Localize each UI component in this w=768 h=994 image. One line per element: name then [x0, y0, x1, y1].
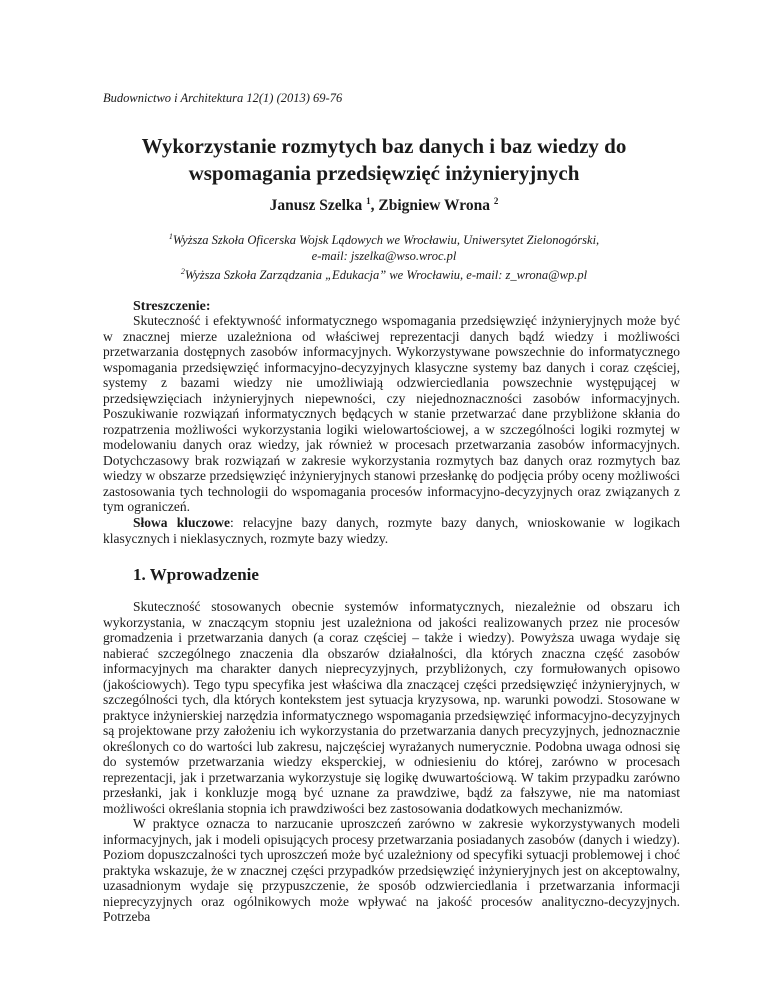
affiliation-email: e-mail: jszelka@wso.wroc.pl [311, 249, 457, 263]
keywords-text: : relacyjne bazy danych, rozmyte bazy danych, wnioskowanie w logikach klasycznych i nieklasycznych, rozmyte bazy wiedzy. [103, 515, 681, 546]
author-name: Zbigniew Wrona [378, 197, 490, 214]
body-paragraph: W praktyce oznacza to narzucanie uproszczeń zarówno w zakresie wykorzystywanych modeli informacyjnych, jak i modeli opisujących procesy przetwarzania posiadanych zasobów (danych i wiedzy). Poziom dopuszczalności tych uproszczeń może być uzależniony od specyfiki sytuacji problemowej i choć praktyka wskazuje, że w znacznej części przypadków przedsięwzięć inżynieryjnych jest on akceptowalny, uzasadnionym wydaje się przypuszczenie, że sposób odzwierciedlania i przetwarzania informacji nieprecyzyjnych oraz ogólnikowych może wpływać na jakość procesów analityczno-decyzyjnych. Potrzeba [103, 816, 680, 924]
keywords [103, 515, 680, 546]
abstract-body [103, 313, 680, 515]
author-name: Janusz Szelka [269, 197, 363, 214]
affiliation-2 [100, 264, 668, 283]
affiliation-1 [100, 229, 668, 264]
author-affiliation-mark: 2 [493, 196, 499, 206]
affiliation-text: Wyższa Szkoła Zarządzania „Edukacja” we Wrocławiu, e-mail: z_wrona@wp.pl [184, 268, 588, 282]
paper-title: Wykorzystanie rozmytych baz danych i baz wiedzy do wspomagania przedsięwzięć inżynieryjnych [141, 134, 627, 185]
author-separator: , [370, 197, 379, 214]
section-heading: 1. Wprowadzenie [133, 565, 259, 584]
author-line [100, 196, 668, 215]
journal-reference: Budownictwo i Architektura 12(1) (2013) 69-76 [103, 91, 343, 105]
keywords-label: Słowa kluczowe [133, 515, 230, 530]
author-affiliation-mark: 1 [366, 196, 371, 206]
affiliation-text: Wyższa Szkoła Oficerska Wojsk Lądowych we Wrocławiu, Uniwersytet Zielonogórski, [172, 233, 600, 247]
affiliation-mark: 2 [180, 267, 185, 276]
abstract-paragraph: Skuteczność i efektywność informatycznego wspomagania przedsięwzięć inżynieryjnych może być w znacznej mierze uzależniona od właściwej reprezentacji danych bądź wiedzy i możliwości przetwarzania dostępnych zasobów informacyjnych. Wykorzystywane powszechnie do informatycznego wspomagania przedsięwzięć informacyjno-decyzyjnych klasyczne systemy baz danych i coraz częściej, systemy z bazami wiedzy nie umożliwiają odzwierciedlania powszechnie występującej w przedsięwzięciach inżynieryjnych niepewności, czy niejednoznaczności zasobów informacyjnych. Poszukiwanie rozwiązań informatycznych będących w stanie przetwarzać dane przybliżone skłania do rozpatrzenia możliwości wykorzystania logiki wielowartościowej, a w szczególności logiki rozmytej w modelowaniu danych oraz wiedzy, jak również w procesach przetwarzania zasobów informacyjnych. Dotychczasowy brak rozwiązań w zakresie wykorzystania rozmytych baz danych oraz rozmytych baz wiedzy w obszarze przedsięwzięć inżynieryjnych stanowi przesłankę do podjęcia próby oceny możliwości zastosowania tych technologii do wspomagania procesów informacyjno-decyzyjnych oraz związanych z tym ograniczeń. [103, 313, 680, 514]
body-paragraph: Skuteczność stosowanych obecnie systemów informatycznych, niezależnie od obszaru ich wykorzystania, w znaczącym stopniu jest uzależniona od jakości realizowanych przez nie procesów gromadzenia i przetwarzania danych (a coraz częściej – także i wiedzy). Powyższa uwaga wydaje się nabierać szczególnego znaczenia dla obszarów działalności, dla których znaczna część zasobów informacyjnych ma charakter danych nieprecyzyjnych, przybliżonych, czy formułowanych opisowo (jakościowych). Tego typu specyfika jest właściwa dla znaczącej części przedsięwzięć inżynieryjnych, w szczególności tych, dla których kontekstem jest sytuacja kryzysowa, np. warunki powodzi. Stosowane w praktyce inżynierskiej narzędzia informatycznego wspomagania przedsięwzięć informacyjno-decyzyjnych są projektowane przy założeniu ich wykorzystania do przetwarzania danych precyzyjnych, jednoznacznie określonych co do wartości lub zakresu, najczęściej wyrażanych numerycznie. Podobna uwaga odnosi się do systemów przetwarzania wiedzy eksperckiej, w odniesieniu do której, zarówno w procesach reprezentacji, jak i przetwarzania wykorzystuje się logikę dwuwartościową. W takim przypadku zarówno przesłanki, jak i konkluzje mogą być uznane za prawdziwe, bądź za fałszywe, nie ma natomiast możliwości określania stopnia ich prawdziwości bez zastosowania dodatkowych mechanizmów. [103, 599, 680, 816]
section-body [103, 599, 680, 925]
abstract-heading: Streszczenie: [133, 299, 211, 314]
affiliation-mark: 1 [168, 232, 173, 241]
